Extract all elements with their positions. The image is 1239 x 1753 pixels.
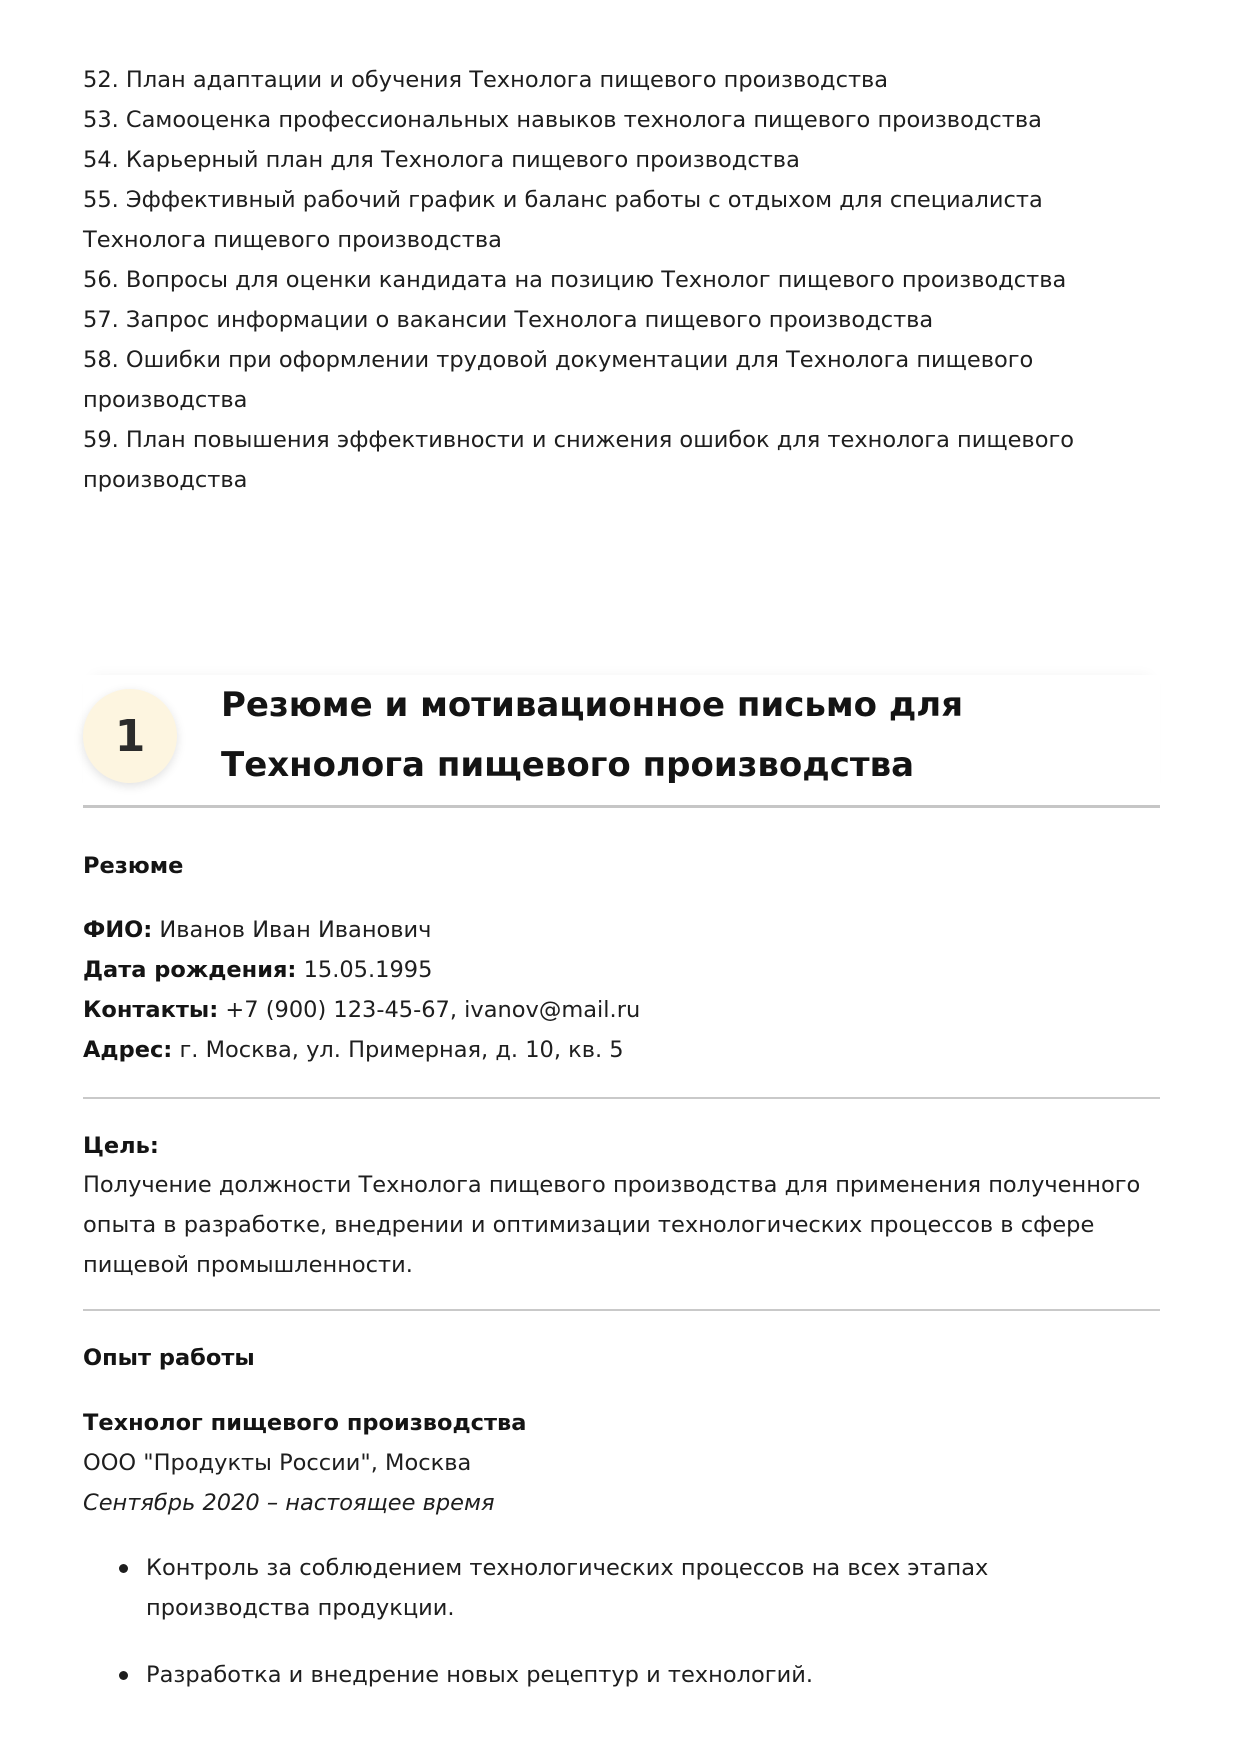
toc-item[interactable]: 53. Самооценка профессиональных навыков технолога пищевого производства bbox=[83, 107, 1042, 133]
info-value: +7 (900) 123-45-67, ivanov@mail.ru bbox=[218, 997, 641, 1023]
duty-text: Контроль за соблюдением технологических процессов на всех этапах производства продукции. bbox=[146, 1555, 989, 1621]
divider bbox=[83, 1309, 1160, 1311]
list-item bbox=[83, 1548, 1146, 1628]
bullet-icon bbox=[119, 1671, 128, 1680]
info-value: Иванов Иван Иванович bbox=[152, 917, 432, 943]
list-item bbox=[83, 1655, 1146, 1695]
info-value: 15.05.1995 bbox=[296, 957, 433, 983]
duty-text: Разработка и внедрение новых рецептур и технологий. bbox=[146, 1662, 813, 1688]
job-title: Технолог пищевого производства bbox=[83, 1410, 527, 1436]
toc-item[interactable]: 59. План повышения эффективности и снижения ошибок для технолога пищевого производства bbox=[83, 427, 1075, 493]
info-label: Контакты: bbox=[83, 997, 219, 1023]
info-row-address bbox=[83, 1030, 1160, 1070]
section-header bbox=[83, 675, 1160, 808]
toc-item[interactable]: 55. Эффективный рабочий график и баланс работы с отдыхом для специалиста Технолога пищевого производства bbox=[83, 187, 1043, 253]
resume-heading: Резюме bbox=[83, 853, 184, 879]
divider bbox=[83, 1097, 1160, 1099]
info-row-name bbox=[83, 910, 1160, 950]
info-label: ФИО: bbox=[83, 917, 153, 943]
toc-item[interactable]: 52. План адаптации и обучения Технолога пищевого производства bbox=[83, 67, 889, 93]
info-value: г. Москва, ул. Примерная, д. 10, кв. 5 bbox=[172, 1037, 624, 1063]
info-row-contacts bbox=[83, 990, 1160, 1030]
job-duties-list bbox=[83, 1548, 1160, 1722]
job-period: Сентябрь 2020 – настоящее время bbox=[83, 1490, 495, 1516]
toc-item[interactable]: 58. Ошибки при оформлении трудовой документации для Технолога пищевого производства bbox=[83, 347, 1034, 413]
toc-item[interactable]: 54. Карьерный план для Технолога пищевого производства bbox=[83, 147, 800, 173]
toc-item[interactable]: 56. Вопросы для оценки кандидата на позицию Технолог пищевого производства bbox=[83, 267, 1067, 293]
info-label: Дата рождения: bbox=[83, 957, 297, 983]
section-number-badge: 1 bbox=[83, 689, 177, 783]
experience-heading: Опыт работы bbox=[83, 1345, 255, 1371]
toc-item[interactable]: 57. Запрос информации о вакансии Технолога пищевого производства bbox=[83, 307, 934, 333]
section-title: Резюме и мотивационное письмо для Технолога пищевого производства bbox=[221, 685, 964, 785]
bullet-icon bbox=[119, 1564, 128, 1573]
table-of-contents bbox=[83, 60, 1160, 500]
info-row-birthdate bbox=[83, 950, 1160, 990]
goal-text: Получение должности Технолога пищевого производства для применения полученного опыта в разработке, внедрении и оптимизации технологических процессов в сфере пищевой промышленности. bbox=[83, 1172, 1141, 1278]
goal-heading: Цель: bbox=[83, 1133, 159, 1159]
job-company: ООО "Продукты России", Москва bbox=[83, 1450, 472, 1476]
personal-info bbox=[83, 910, 1160, 1070]
info-label: Адрес: bbox=[83, 1037, 173, 1063]
